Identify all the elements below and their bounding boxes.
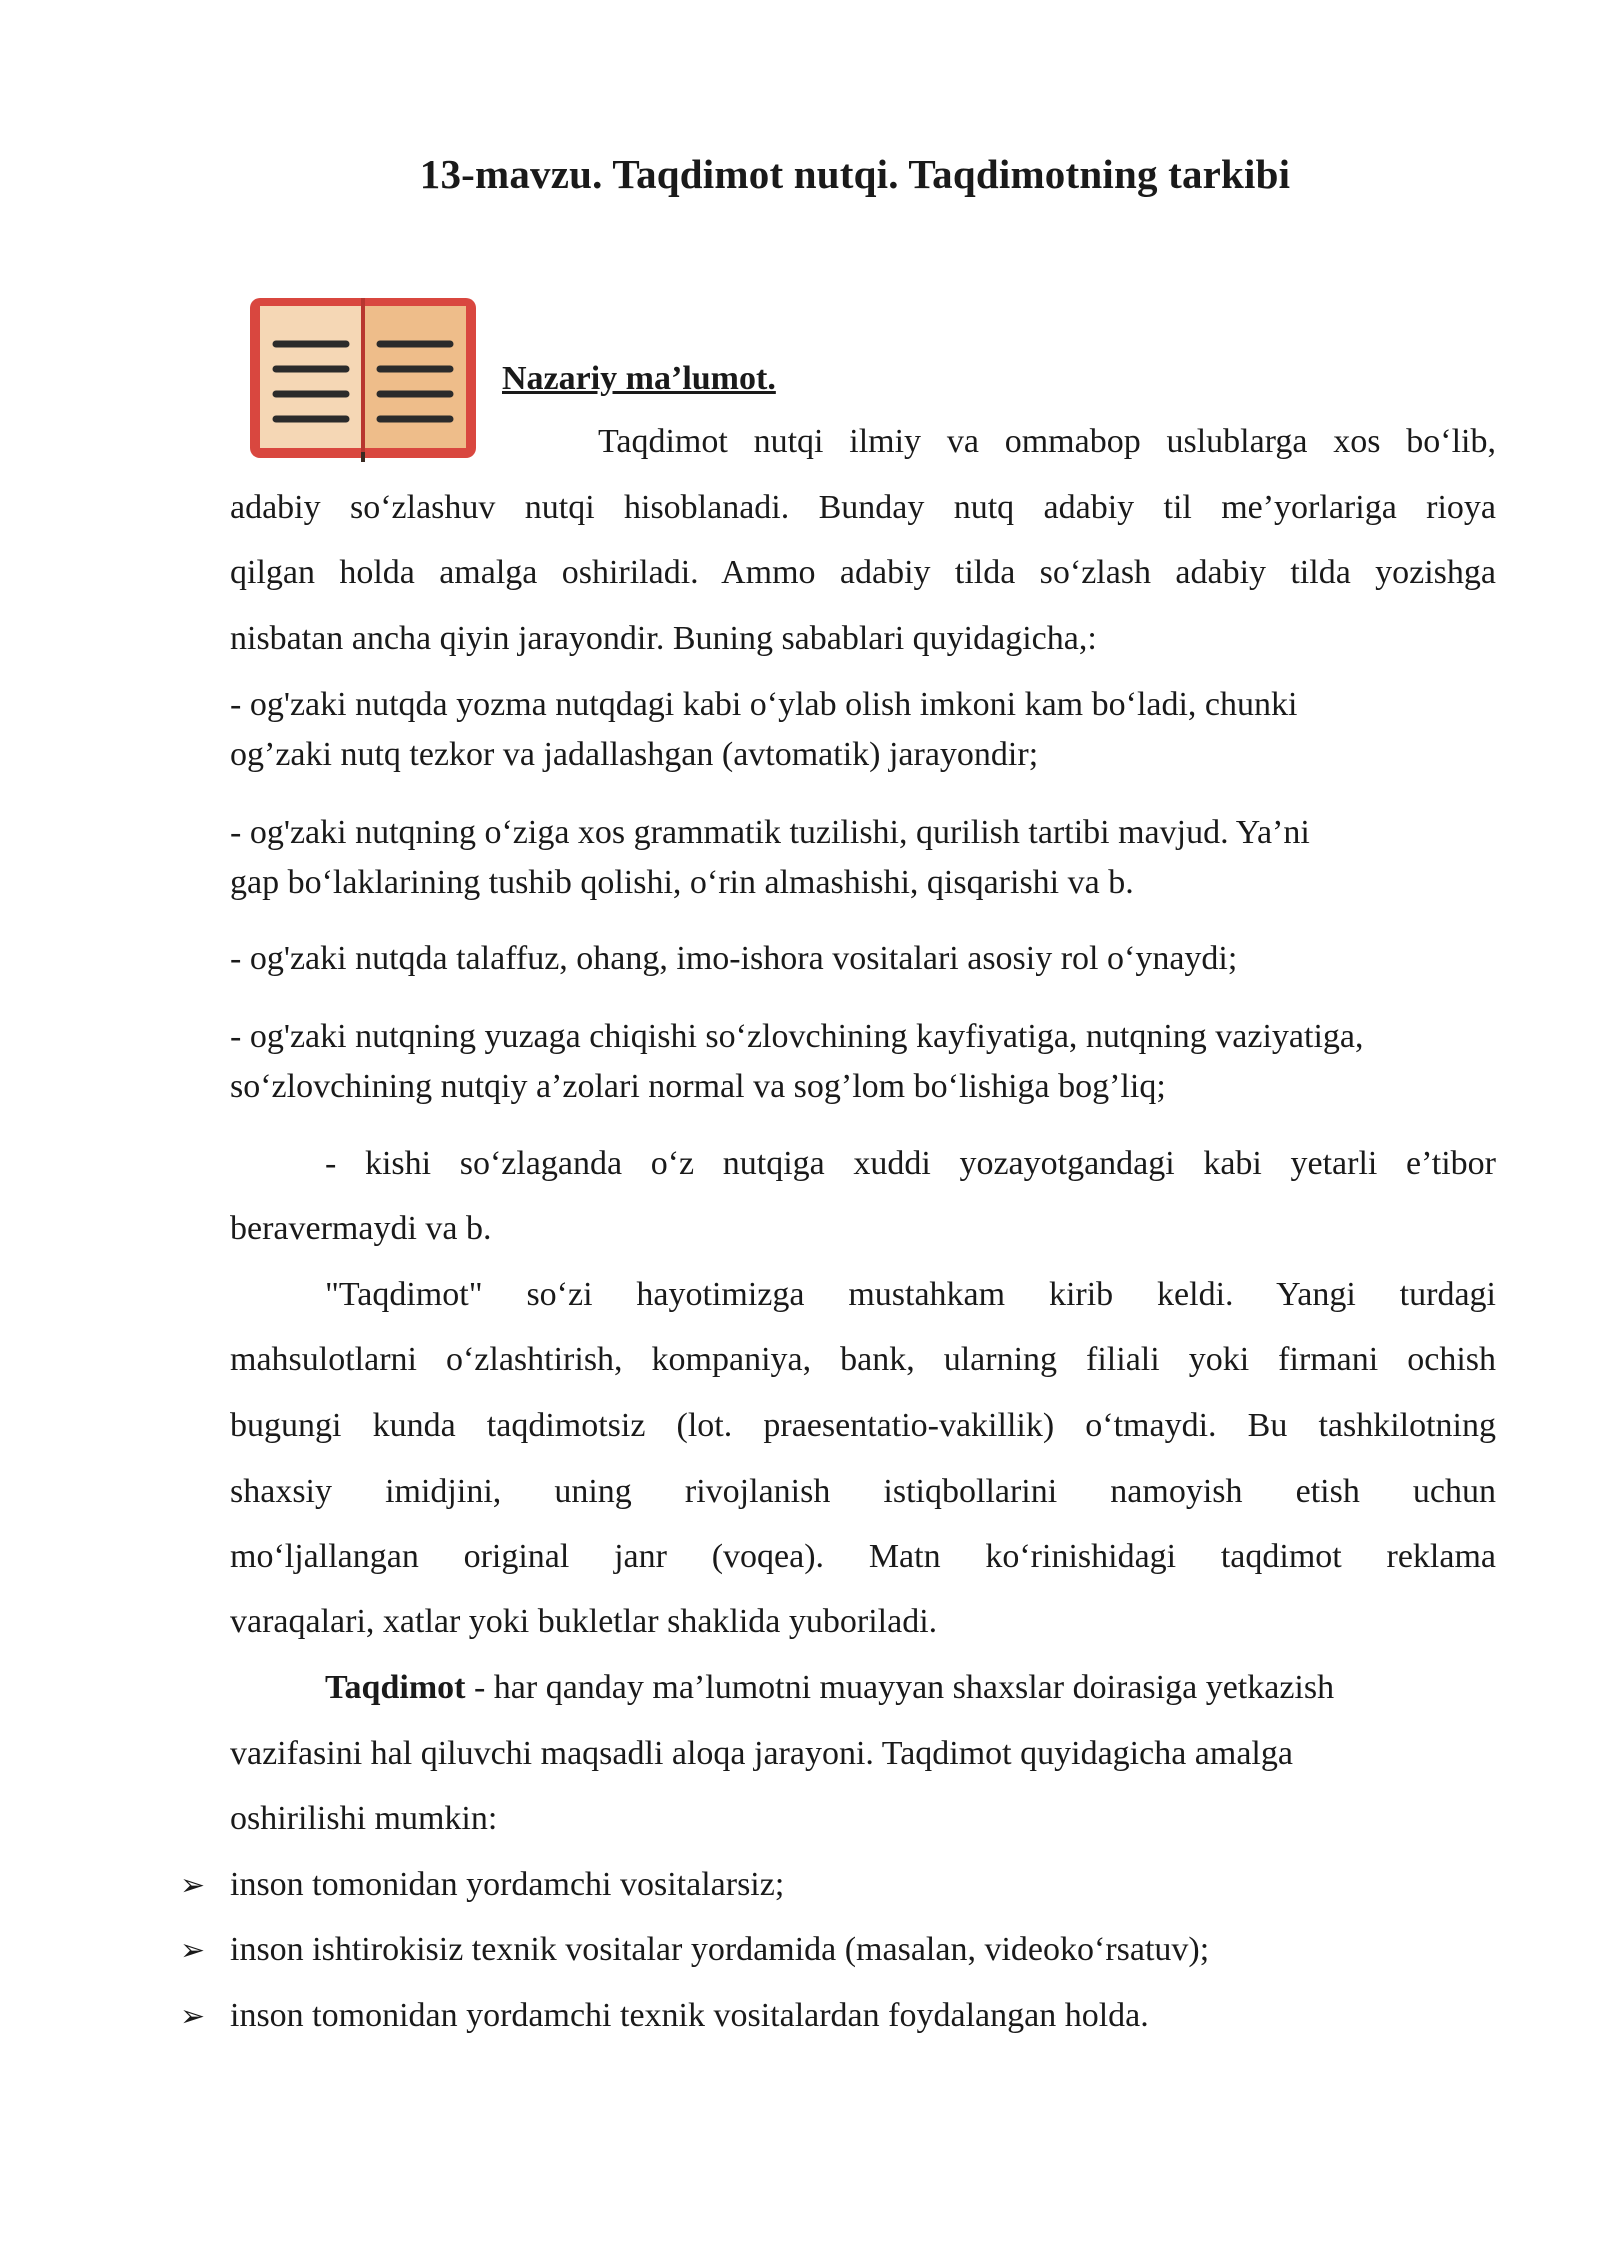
reason-line: - og'zaki nutqning yuzaga chiqishi so‘zlovchining kayfiyatiga, nutqning vaziyatiga, (230, 1018, 1364, 1055)
arrow-bullet-icon: ➢ (180, 1933, 206, 1968)
reason-line: so‘zlovchining nutqiy a’zolari normal va sog’lom bo‘lishiga bog’liq; (230, 1068, 1166, 1105)
paragraph-line: bugungi kunda taqdimotsiz (lot. praesentatio-vakillik) o‘tmaydi. Bu tashkilotning (230, 1407, 1496, 1444)
list-item-text: inson ishtirokisiz texnik vositalar yordamida (masalan, videoko‘rsatuv); (230, 1931, 1210, 1968)
intro-line: adabiy so‘zlashuv nutqi hisoblanadi. Bunday nutq adabiy til me’yorlariga rioya (230, 489, 1496, 526)
arrow-bullet-icon: ➢ (180, 1868, 206, 1903)
paragraph-line: mahsulotlarni o‘zlashtirish, kompaniya, bank, ularning filiali yoki firmani ochish (230, 1341, 1496, 1378)
definition-text: - har qanday ma’lumotni muayyan shaxslar doirasiga yetkazish (465, 1669, 1335, 1706)
reason-line: - og'zaki nutqda talaffuz, ohang, imo-ishora vositalari asosiy rol o‘ynaydi; (230, 940, 1238, 977)
reason-line: gap bo‘laklarining tushib qolishi, o‘rin almashishi, qisqarishi va b. (230, 864, 1134, 901)
list-item-text: inson tomonidan yordamchi vositalarsiz; (230, 1866, 785, 1903)
arrow-bullet-icon: ➢ (180, 1999, 206, 2034)
open-book-icon (248, 296, 478, 462)
section-heading: Nazariy ma’lumot. (502, 360, 776, 397)
reason-line: - og'zaki nutqning o‘ziga xos grammatik tuzilishi, qurilish tartibi mavjud. Ya’ni (230, 814, 1310, 851)
definition-line: vazifasini hal qiluvchi maqsadli aloqa jarayoni. Taqdimot quyidagicha amalga (230, 1735, 1293, 1772)
definition-line: oshirilishi mumkin: (230, 1800, 498, 1837)
list-item (180, 1866, 784, 1904)
paragraph-line: varaqalari, xatlar yoki bukletlar shaklida yuboriladi. (230, 1603, 938, 1640)
reason-line: - og'zaki nutqda yozma nutqdagi kabi o‘ylab olish imkoni kam bo‘ladi, chunki (230, 686, 1298, 723)
list-item (180, 1997, 1149, 2035)
page-title: 13-mavzu. Taqdimot nutqi. Taqdimotning tarkibi (419, 151, 1291, 197)
definition-line (325, 1669, 1334, 1707)
reason-line: beravermaydi va b. (230, 1210, 492, 1247)
list-item-text: inson tomonidan yordamchi texnik vositalardan foydalangan holda. (230, 1997, 1149, 2034)
intro-line: Taqdimot nutqi ilmiy va ommabop uslublarga xos bo‘lib, (598, 423, 1496, 460)
intro-line: qilgan holda amalga oshiriladi. Ammo adabiy tilda so‘zlash adabiy tilda yozishga (230, 554, 1496, 591)
definition-term: Taqdimot (325, 1669, 466, 1706)
list-item (180, 1931, 1209, 1969)
intro-line: nisbatan ancha qiyin jarayondir. Buning sabablari quyidagicha,: (230, 620, 1097, 657)
reason-line: og’zaki nutq tezkor va jadallashgan (avtomatik) jarayondir; (230, 736, 1039, 773)
paragraph-line: mo‘ljallangan original janr (voqea). Matn ko‘rinishidagi taqdimot reklama (230, 1538, 1496, 1575)
reason-line: - kishi so‘zlaganda o‘z nutqiga xuddi yozayotgandagi kabi yetarli e’tibor (325, 1145, 1496, 1182)
paragraph-line: "Taqdimot" so‘zi hayotimizga mustahkam kirib keldi. Yangi turdagi (325, 1276, 1496, 1313)
paragraph-line: shaxsiy imidjini, uning rivojlanish istiqbollarini namoyish etish uchun (230, 1473, 1496, 1510)
